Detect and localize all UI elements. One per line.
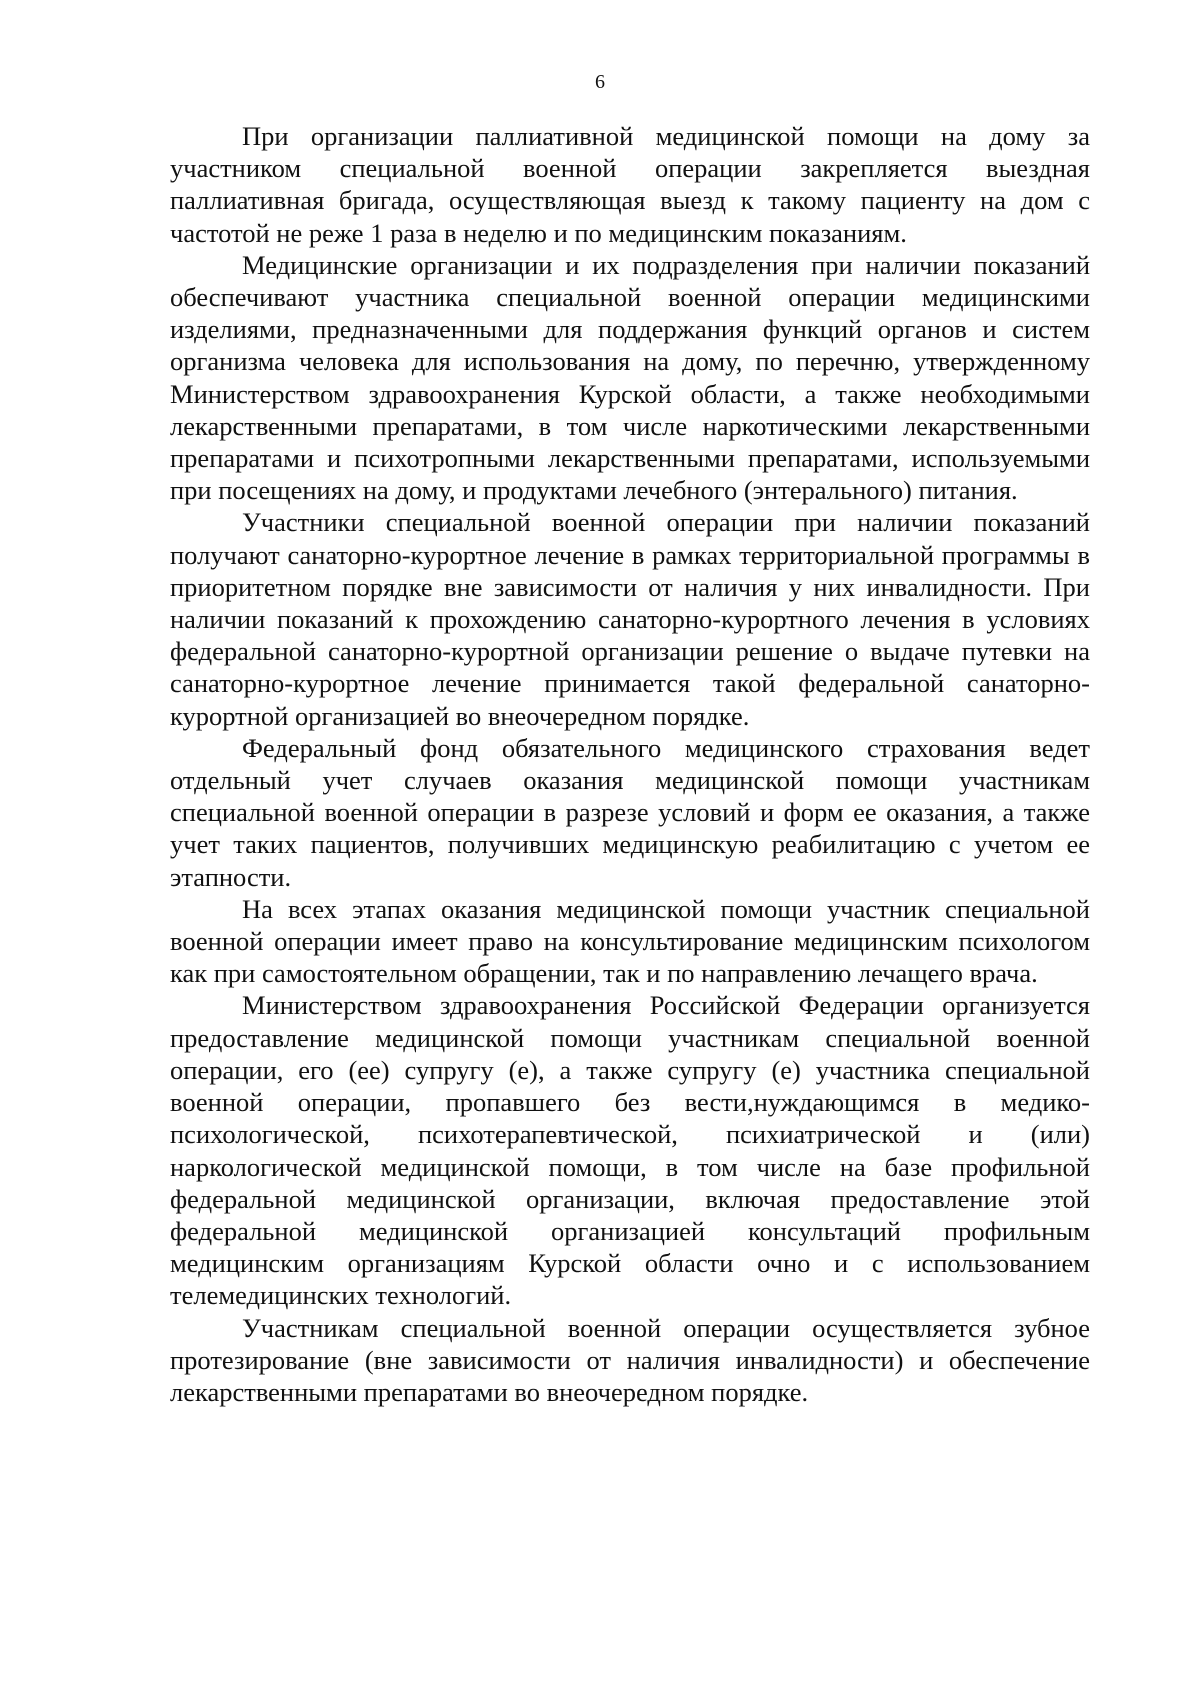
paragraph-insurance-fund-records: Федеральный фонд обязательного медицинского страхования ведет отдельный учет случаев оказания медицинской помощи участникам специальной военной операции в разрезе условий и форм ее оказания, а также учет таких пациентов, получивших медицинскую реабилитацию с учетом ее этапности. bbox=[170, 732, 1090, 892]
paragraph-sanatorium-treatment: Участники специальной военной операции при наличии показаний получают санаторно-курортное лечение в рамках территориальной программы в приоритетном порядке вне зависимости от наличия у них инвалидности. При наличии показаний к прохождению санаторно-курортного лечения в условиях федеральной санаторно-курортной организации решение о выдаче путевки на санаторно-курортное лечение принимается такой федеральной санаторно-курортной организацией во внеочередном порядке. bbox=[170, 507, 1090, 731]
paragraph-dental-prosthetics: Участникам специальной военной операции осуществляется зубное протезирование (вне зависимости от наличия инвалидности) и обеспечение лекарственными препаратами во внеочередном порядке. bbox=[170, 1312, 1090, 1407]
paragraph-ministry-assistance: Министерством здравоохранения Российской Федерации организуется предоставление медицинской помощи участникам специальной военной операции, его (ее) супругу (е), а также супругу (е) участника специальной военной операции, пропавшего без вести,нуждающимся в медико-психологической, психотерапевтической, психиатрической и (или) наркологической медицинской помощи, в том числе на базе профильной федеральной медицинской организации, включая предоставление этой федеральной медицинской организацией консультаций профильным медицинским организациям Курской области очно и с использованием телемедицинских технологий. bbox=[170, 990, 1090, 1311]
paragraph-psychologist-consultation: На всех этапах оказания медицинской помощи участник специальной военной операции имеет право на консультирование медицинским психологом как при самостоятельном обращении, так и по направлению лечащего врача. bbox=[170, 893, 1090, 989]
paragraph-palliative-care: При организации паллиативной медицинской помощи на дому за участником специальной военной операции закрепляется выездная паллиативная бригада, осуществляющая выезд к такому пациенту на дом с частотой не реже 1 раза в неделю и по медицинским показаниям. bbox=[170, 121, 1090, 248]
page-number: 6 bbox=[595, 71, 605, 93]
paragraph-medical-devices: Медицинские организации и их подразделения при наличии показаний обеспечивают участника специальной военной операции медицинскими изделиями, предназначенными для поддержания функций органов и систем организма человека для использования на дому, по перечню, утвержденному Министерством здравоохранения Курской области, а также необходимыми лекарственными препаратами, в том числе наркотическими лекарственными препаратами и психотропными лекарственными препаратами, используемыми при посещениях на дому, и продуктами лечебного (энтерального) питания. bbox=[170, 249, 1090, 506]
document-body bbox=[170, 120, 1090, 1408]
